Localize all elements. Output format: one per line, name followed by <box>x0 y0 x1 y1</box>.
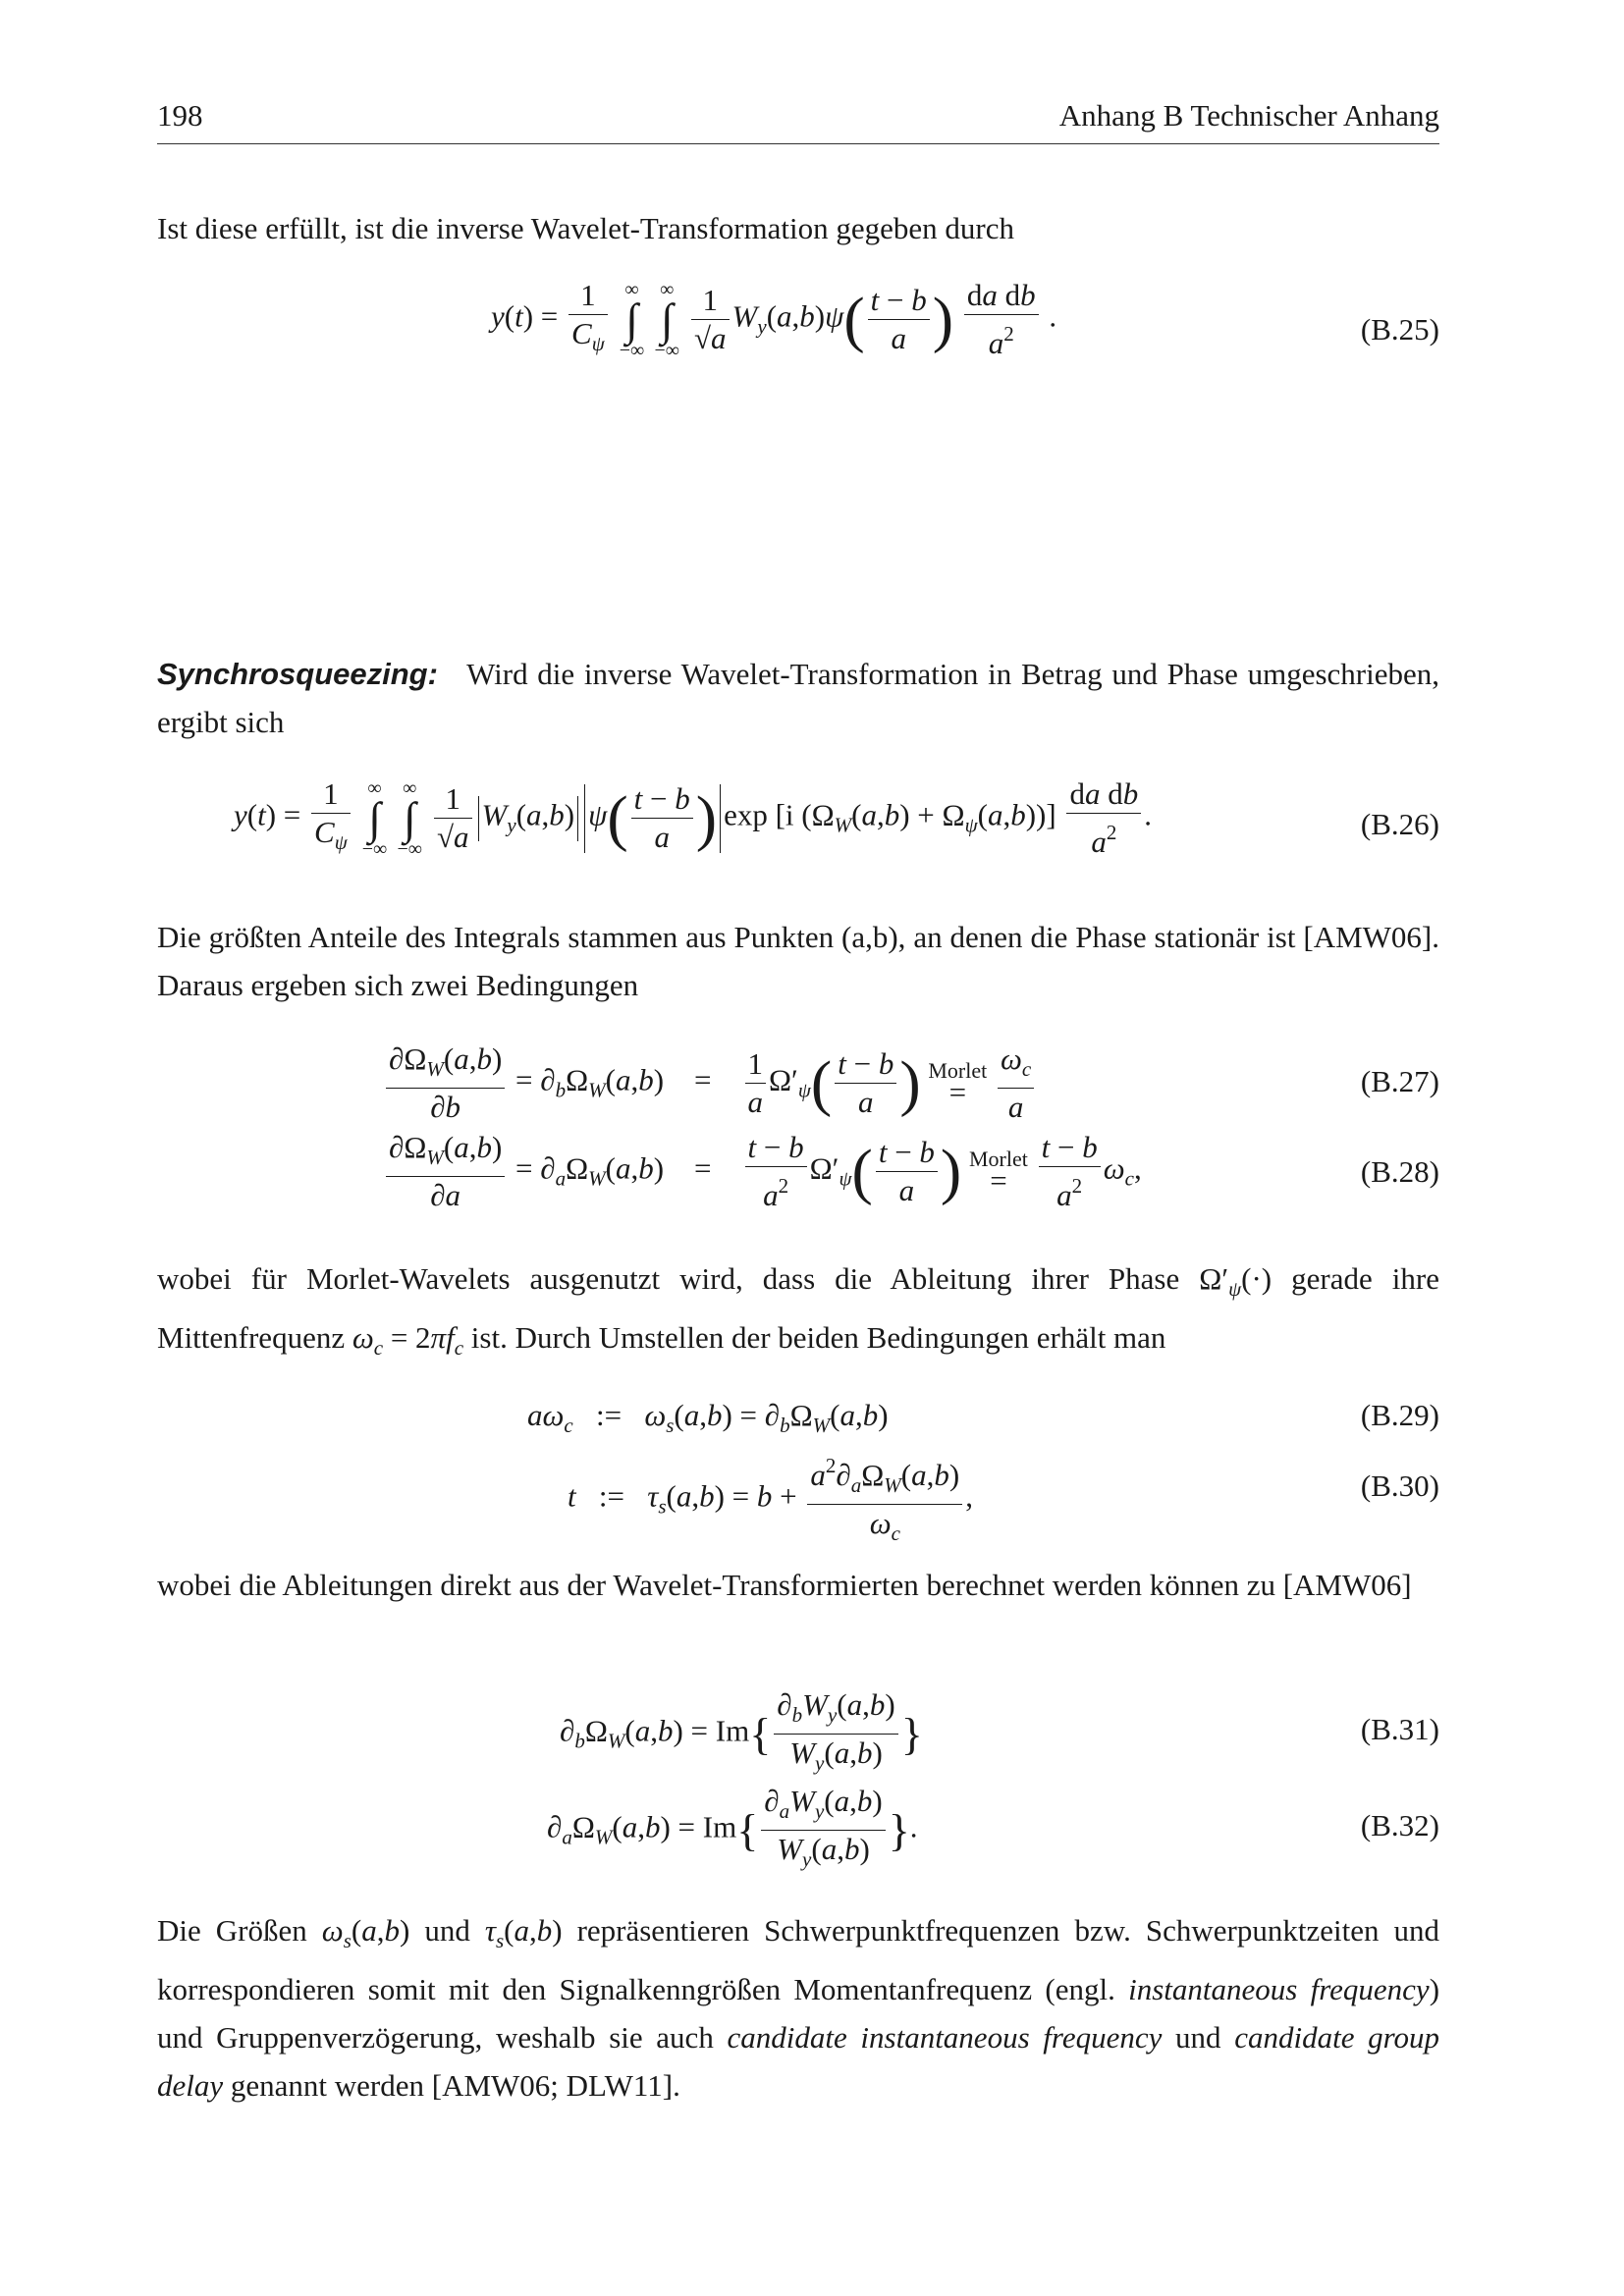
synchro-paragraph <box>157 650 1439 746</box>
final-text-6: genannt werden [AMW06; DLW11]. <box>230 2068 680 2103</box>
morlet-label-b28: Morlet <box>968 1146 1028 1171</box>
derivatives-paragraph: wobei die Ableitungen direkt aus der Wavelet-Transformierten berechnet werden können zu [AMW06] <box>157 1568 1412 1602</box>
final-text-5: und <box>1175 2020 1221 2055</box>
final-italic-3: candidate group delay <box>157 2020 1440 2103</box>
equation-number-b30: (B.30) <box>1360 1468 1439 1503</box>
final-text-2: und <box>424 1913 470 1948</box>
equation-b29: $a\omega_c$ := $\omega_s(a,b) = \partial_b\Omega_W(a,b)$ <box>527 1398 889 1437</box>
equation-number-b31: (B.31) <box>1360 1712 1439 1746</box>
equation-b30: t := $\tau_s(a,b) = b$ + $\frac{a^2\partial_a\Omega_W(a,b)}{\omega_c}$ , <box>568 1447 973 1552</box>
intro-paragraph: Ist diese erfüllt, ist die inverse Wavelet-Transformation gegeben durch <box>157 211 1015 245</box>
morlet-text-1: wobei für Morlet-Wavelets ausgenutzt wird, dass die Ableitung ihrer Phase <box>157 1261 1180 1296</box>
header-rule <box>157 143 1439 144</box>
morlet-paragraph: wobei für Morlet-Wavelets ausgenutzt wird, dass die Ableitung ihrer Phase $\Omega'_\psi(\cdot)$ gerade ihre Mittenfrequenz $\omega_c = 2\pi f_c$ ist. Durch Umstellen der beiden Bedingungen erhält man <box>157 1261 1439 1360</box>
equation-number-b32: (B.32) <box>1360 1808 1439 1842</box>
morlet-text-2: gerade ihre Mittenfrequenz <box>157 1261 1439 1355</box>
final-text-1: Die Größen <box>157 1913 307 1948</box>
final-paragraph: Die Größen $\omega_s(a,b)$ und $\tau_s(a,b)$ repräsentieren Schwerpunktfrequenzen bzw. Schwerpunktzeiten und korrespondieren somit mit den Signalkenngrößen Momentanfrequenz (engl. instantaneous frequency) und Gruppenverzögerung, weshalb sie auch candidate instantaneous frequency und candidate group delay genannt werden [AMW06; DLW11]. <box>157 1913 1440 2103</box>
morlet-label-b27: Morlet <box>928 1057 988 1083</box>
equation-number-b28: (B.28) <box>1360 1154 1439 1189</box>
page-number: 198 <box>157 98 203 133</box>
equation-number-b26: (B.26) <box>1360 807 1439 841</box>
final-italic-2: candidate instantaneous frequency <box>727 2020 1163 2055</box>
equation-b28: $\frac{\partial\Omega_W(a,b)}{\partial a}$ = $\partial_a\Omega_W(a,b)$ = $\frac{t - b}{a^2}$ $\Omega'_\psi$( $\frac{t - b}{a}$ ) Morlet = $\frac{t - b}{a^2}$ $\omega_c$, <box>383 1129 1142 1214</box>
stationary-paragraph: Die größten Anteile des Integrals stammen aus Punkten (a,b), an denen die Phase stationär ist [AMW06]. Daraus ergeben sich zwei Bedingungen <box>157 920 1439 1002</box>
equation-number-b25: (B.25) <box>1360 312 1439 347</box>
equation-b25: y(t) = $\frac{1}{C_\psi}$ ∞ ∫ −∞ ∞ ∫ −∞ $\frac{1}{√a}$ $W_y(a,b)\psi$( $\frac{t - b}{a}$ ) $\frac{\text{da db}}{a^2}$ . <box>491 278 1057 361</box>
morlet-text-3: ist. Durch Umstellen der beiden Bedingungen erhält man <box>470 1320 1166 1355</box>
equation-b31: $\partial_b\Omega_W(a,b) = Im${ $\frac{\partial_bW_y(a,b)}{W_y(a,b)}$ } <box>560 1687 923 1775</box>
final-text-4: ) und Gruppenverzögerung, weshalb sie auch <box>157 1972 1440 2055</box>
synchro-heading: Synchrosqueezing: <box>157 657 438 691</box>
equation-b32: $\partial_a\Omega_W(a,b) = Im${ $\frac{\partial_aW_y(a,b)}{W_y(a,b)}$ }. <box>547 1784 918 1871</box>
final-italic-1: instantaneous frequency <box>1128 1972 1430 2006</box>
running-title: Anhang B Technischer Anhang <box>1058 98 1439 133</box>
synchro-text: Wird die inverse Wavelet-Transformation in Betrag und Phase umgeschrieben, ergibt sich <box>157 657 1440 739</box>
equation-number-b29: (B.29) <box>1360 1398 1439 1432</box>
equation-b27: $\frac{\partial\Omega_W(a,b)}{\partial b}$ = $\partial_b\Omega_W(a,b)$ = $\frac{1}{a}$ $\Omega'_\psi$( $\frac{t - b}{a}$ ) Morlet = $\frac{\omega_c}{a}$ <box>383 1041 1037 1126</box>
final-text-3: repräsentieren Schwerpunktfrequenzen bzw. Schwerpunktzeiten und korrespondieren somit mit den Signalkenngrößen Momentanfrequenz (engl. <box>157 1913 1439 2006</box>
equation-number-b27: (B.27) <box>1360 1064 1439 1098</box>
equation-b26: y(t) = $\frac{1}{C_\psi}$ ∞ ∫ −∞ ∞ ∫ −∞ $\frac{1}{√a}$ $W_y(a,b)$ ψ( $\frac{t - b}{a}$ ) exp [i $(\Omega_W(a,b) + \Omega_\psi(a,b))$] $\frac{\text{da db}}{a^2}$ . <box>234 776 1152 860</box>
